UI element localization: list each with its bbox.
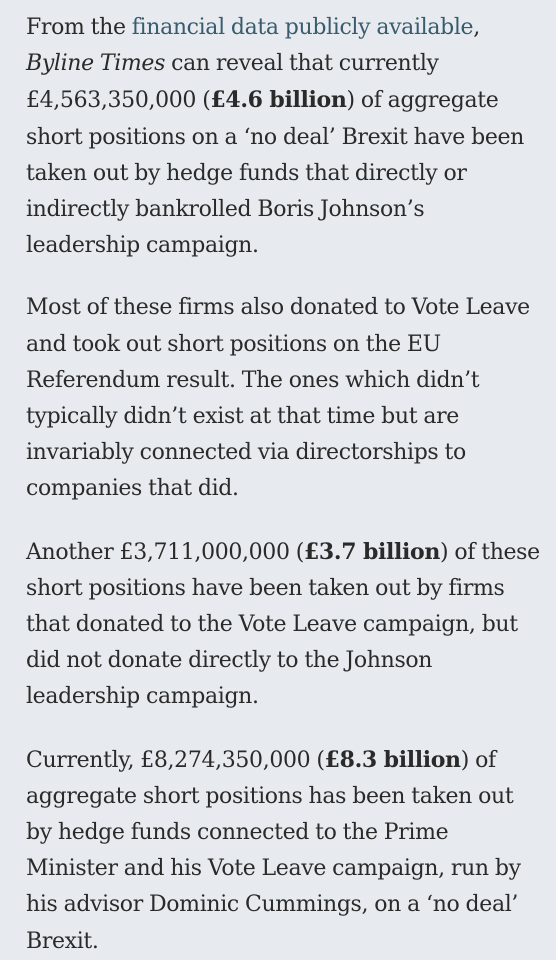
paragraph-4-text-a: Currently, £8,274,350,000 ( <box>26 747 325 773</box>
paragraph-1 <box>26 10 542 264</box>
paragraph-2: Most of these firms also donated to Vote Leave and took out short positions on the EU Referendum result. The ones which didn’t typically didn’t exist at that time but are invariably connected via directorships to companies that did. <box>26 295 530 502</box>
paragraph-3 <box>26 534 542 716</box>
paragraph-3-emphasis: £3.7 billion <box>303 538 440 565</box>
financial-data-link[interactable]: financial data publicly available <box>131 15 474 40</box>
paragraph-4-text-b: ) of aggregate short positions has been taken out by hedge funds connected to the Prime Minister and his Vote Leave campaign, run by his advisor Dominic Cummings, on a ‘no deal’ Brexit. <box>26 747 521 954</box>
paragraph-4 <box>26 742 542 960</box>
paragraph-1-text-a: can reveal that currently £4,563,350,000 ( <box>26 51 439 114</box>
paragraph-1-intro: From the <box>26 15 132 40</box>
paragraph-1-text-b: ) of aggregate short positions on a ‘no deal’ Brexit have been taken out by hedge funds that directly or indirectly bankrolled Boris Johnson’s leadership campaign. <box>26 88 524 259</box>
paragraph-3-text-b: ) of these short positions have been taken out by firms that donated to the Vote Leave campaign, but did not donate directly to the Johnson leadership campaign. <box>26 539 540 710</box>
paragraph-1-comma: , <box>473 15 480 40</box>
paragraph-4-emphasis: £8.3 billion <box>324 746 461 773</box>
publication-name: Byline Times <box>26 51 166 77</box>
paragraph-1-emphasis: £4.6 billion <box>210 87 347 114</box>
paragraph-3-text-a: Another £3,711,000,000 ( <box>26 539 304 565</box>
